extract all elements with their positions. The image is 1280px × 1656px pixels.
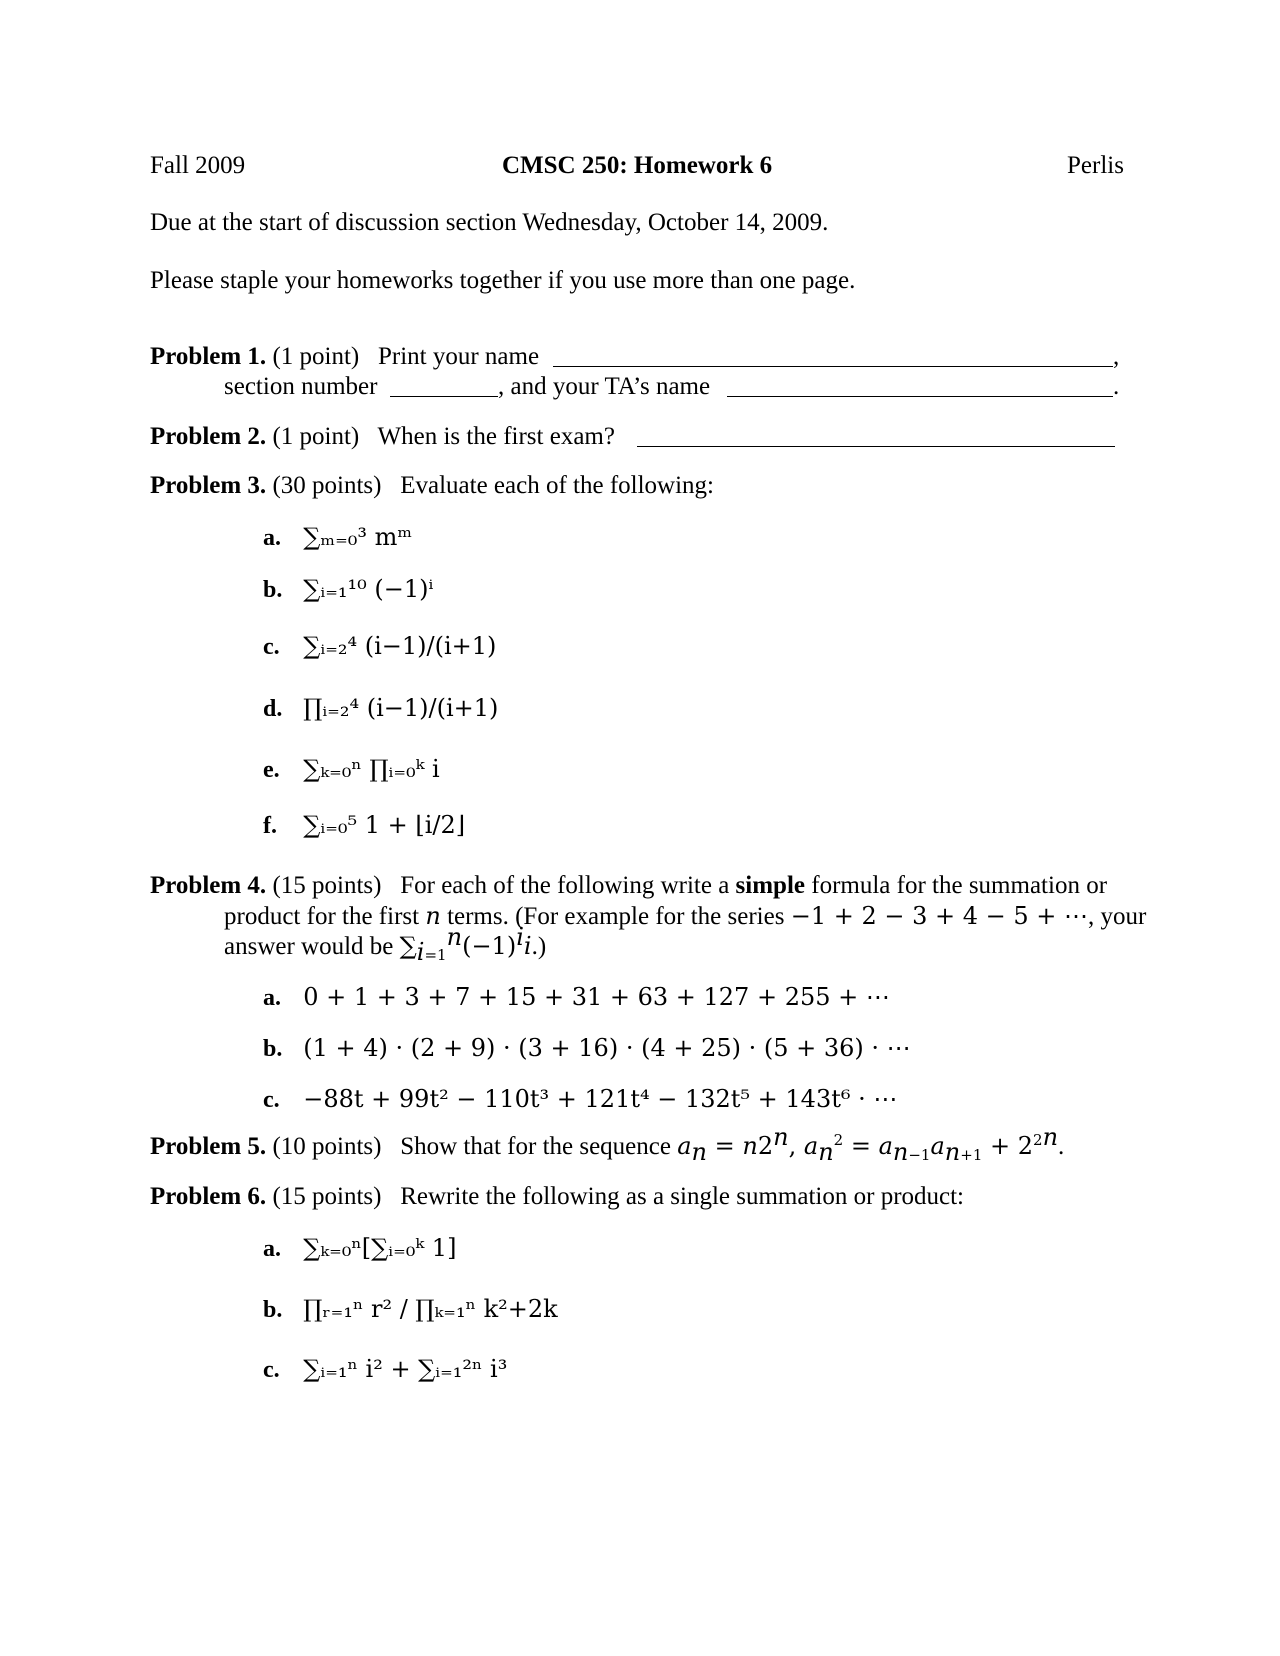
section-number-label: section number — [224, 373, 378, 400]
p3-item-c: c. ∑ᵢ₌₂⁴ (i−1)/(i+1) — [263, 632, 497, 660]
staple-line: Please staple your homeworks together if you use more than one page. — [150, 267, 856, 294]
page-title: CMSC 250: Homework 6 — [502, 152, 773, 179]
p6-c-expr: ∑ᵢ₌₁ⁿ i² + ∑ᵢ₌₁²ⁿ i³ — [303, 1355, 508, 1383]
p3-d-expr: ∏ᵢ₌₂⁴ (i−1)/(i+1) — [303, 694, 499, 722]
problem-4-line-2: product for the first n terms. (For example for the series −1 + 2 − 3 + 4 − 5 + ⋯, your — [224, 902, 1147, 930]
p4-c-expr: −88t + 99t² − 110t³ + 121t⁴ − 132t⁵ + 143t⁶ · ⋯ — [303, 1085, 898, 1113]
p6-a-expr: ∑ₖ₌₀ⁿ[∑ᵢ₌₀ᵏ 1] — [303, 1234, 457, 1262]
p6-item-c: c. ∑ᵢ₌₁ⁿ i² + ∑ᵢ₌₁²ⁿ i³ — [263, 1355, 508, 1383]
section-number-blank[interactable] — [390, 396, 498, 397]
p4-item-a: a. 0 + 1 + 3 + 7 + 15 + 31 + 63 + 127 + 255 + ⋯ — [263, 983, 890, 1011]
p3-e-expr: ∑ₖ₌₀ⁿ ∏ᵢ₌₀ᵏ i — [303, 755, 440, 783]
period: . — [1113, 373, 1120, 400]
problem-4-points: (15 points) — [272, 872, 382, 899]
ta-name-label: , and your TA’s name — [498, 373, 711, 400]
problem-2-points: (1 point) — [272, 423, 360, 450]
p3-item-d: d. ∏ᵢ₌₂⁴ (i−1)/(i+1) — [263, 694, 499, 722]
problem-4-label: Problem 4. — [150, 872, 267, 899]
problem-3-points: (30 points) — [272, 472, 382, 499]
p3-c-expr: ∑ᵢ₌₂⁴ (i−1)/(i+1) — [303, 632, 497, 660]
problem-3 — [150, 473, 714, 498]
p3-item-e: e. ∑ₖ₌₀ⁿ ∏ᵢ₌₀ᵏ i — [263, 755, 440, 783]
simple-keyword: simple — [735, 872, 805, 899]
p6-b-expr: ∏ᵣ₌₁ⁿ r² / ∏ₖ₌₁ⁿ k²+2k — [303, 1295, 558, 1323]
problem-1-text: Print your name — [377, 343, 540, 370]
p4-item-c: c. −88t + 99t² − 110t³ + 121t⁴ − 132t⁵ + 143t⁶ · ⋯ — [263, 1085, 898, 1113]
exam-date-blank[interactable] — [637, 446, 1115, 447]
p4-b-expr: (1 + 4) · (2 + 9) · (3 + 16) · (4 + 25) · (5 + 36) · ⋯ — [303, 1034, 911, 1062]
problem-5-label: Problem 5. — [150, 1133, 267, 1160]
problem-4-line-3: answer would be $\sum_{i=1}^n(-1)^ii$.) — [224, 923, 547, 966]
problem-2 — [150, 424, 615, 449]
name-blank[interactable] — [553, 366, 1113, 367]
p3-item-b: b. ∑ᵢ₌₁¹⁰ (−1)ⁱ — [263, 575, 434, 603]
p3-f-expr: ∑ᵢ₌₀⁵ 1 + ⌊i/2⌋ — [303, 811, 466, 839]
problem-1-label: Problem 1. — [150, 343, 267, 370]
p3-item-a: a. ∑ₘ₌₀³ mᵐ — [263, 523, 413, 551]
instructor: Perlis — [1067, 152, 1124, 179]
problem-6-points: (15 points) — [272, 1183, 382, 1210]
p4-a-expr: 0 + 1 + 3 + 7 + 15 + 31 + 63 + 127 + 255 + ⋯ — [303, 983, 890, 1011]
problem-3-label: Problem 3. — [150, 472, 267, 499]
p6-item-b: b. ∏ᵣ₌₁ⁿ r² / ∏ₖ₌₁ⁿ k²+2k — [263, 1295, 558, 1323]
ta-name-blank[interactable] — [727, 396, 1113, 397]
due-line: Due at the start of discussion section Wednesday, October 14, 2009. — [150, 209, 829, 236]
p3-a-expr: ∑ₘ₌₀³ mᵐ — [303, 523, 413, 551]
problem-3-text: Evaluate each of the following: — [400, 472, 714, 499]
problem-1 — [150, 344, 539, 369]
problem-6-text: Rewrite the following as a single summation or product: — [400, 1183, 965, 1210]
sequence-formula: $a_n = n2^n$, $a_n^2 = a_{n-1}a_{n+1} + 2^{2n}$ — [677, 1123, 1059, 1166]
problem-2-text: When is the first exam? — [377, 423, 615, 450]
problem-5: Problem 5. (10 points) Show that for the sequence $a_n = n2^n$, $a_n^2 = a_{n-1}a_{n+1} + 2^{2n}$. — [150, 1123, 1065, 1166]
problem-4: Problem 4. (15 points) For each of the following write a simple formula for the summation or — [150, 872, 1108, 899]
example-answer: $\sum_{i=1}^n(-1)^ii$ — [399, 923, 532, 966]
p4-item-b: b. (1 + 4) · (2 + 9) · (3 + 16) · (4 + 25) · (5 + 36) · ⋯ — [263, 1034, 911, 1062]
p6-item-a: a. ∑ₖ₌₀ⁿ[∑ᵢ₌₀ᵏ 1] — [263, 1234, 457, 1262]
problem-6 — [150, 1184, 964, 1209]
p3-item-f: f. ∑ᵢ₌₀⁵ 1 + ⌊i/2⌋ — [263, 811, 466, 839]
p3-b-expr: ∑ᵢ₌₁¹⁰ (−1)ⁱ — [303, 575, 434, 603]
problem-6-label: Problem 6. — [150, 1183, 267, 1210]
problem-2-label: Problem 2. — [150, 423, 267, 450]
problem-1-points: (1 point) — [272, 343, 360, 370]
problem-5-points: (10 points) — [272, 1133, 382, 1160]
comma: , — [1113, 343, 1120, 370]
example-series: −1 + 2 − 3 + 4 − 5 + ⋯ — [790, 902, 1088, 930]
semester: Fall 2009 — [150, 152, 246, 179]
